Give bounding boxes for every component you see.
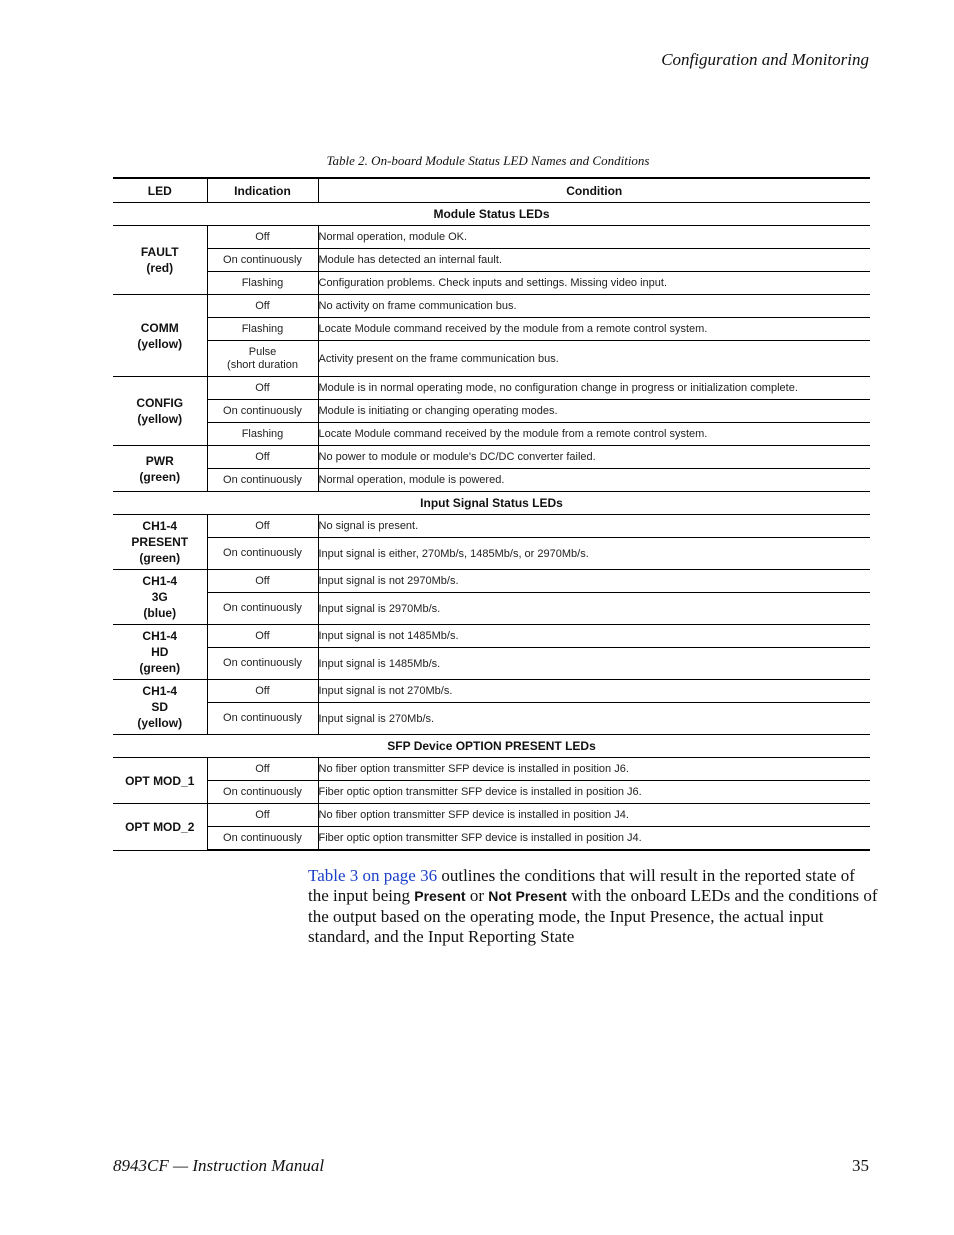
indication-cell: Off <box>207 377 318 400</box>
indication-cell: On continuously <box>207 249 318 272</box>
table-row <box>113 570 870 593</box>
indication-cell: On continuously <box>207 593 318 625</box>
present-term: Present <box>414 888 466 905</box>
indication-cell: On continuously <box>207 703 318 735</box>
indication-cell: On continuously <box>207 827 318 851</box>
section-row <box>113 203 870 226</box>
led-name-cell: FAULT (red) <box>113 226 207 295</box>
section-title: Input Signal Status LEDs <box>113 492 870 515</box>
table-row <box>113 703 870 735</box>
condition-cell: No fiber option transmitter SFP device is installed in position J6. <box>318 758 870 781</box>
table-header-row <box>113 178 870 203</box>
table-row <box>113 249 870 272</box>
table-row <box>113 400 870 423</box>
indication-cell: Flashing <box>207 272 318 295</box>
led-name-cell: COMM (yellow) <box>113 295 207 377</box>
condition-cell: Module is in normal operating mode, no configuration change in progress or initialization complete. <box>318 377 870 400</box>
table-caption: Table 2. On-board Module Status LED Names and Conditions <box>326 153 650 168</box>
condition-cell: Input signal is 1485Mb/s. <box>318 648 870 680</box>
led-status-table <box>113 177 870 851</box>
condition-cell: Module has detected an internal fault. <box>318 249 870 272</box>
led-name-cell: CONFIG (yellow) <box>113 377 207 446</box>
table-row <box>113 538 870 570</box>
table-row <box>113 295 870 318</box>
table-row <box>113 515 870 538</box>
not-present-term: Not Present <box>488 888 567 905</box>
condition-cell: No power to module or module's DC/DC converter failed. <box>318 446 870 469</box>
table-row <box>113 272 870 295</box>
body-text-2: or <box>465 886 489 906</box>
led-name-cell: PWR (green) <box>113 446 207 492</box>
table-row <box>113 226 870 249</box>
indication-cell: Flashing <box>207 318 318 341</box>
condition-cell: No signal is present. <box>318 515 870 538</box>
condition-cell: Configuration problems. Check inputs and settings. Missing video input. <box>318 272 870 295</box>
condition-cell: Input signal is not 2970Mb/s. <box>318 570 870 593</box>
condition-cell: No activity on frame communication bus. <box>318 295 870 318</box>
table-row <box>113 469 870 492</box>
footer-manual-title: 8943CF — Instruction Manual <box>113 1156 325 1175</box>
indication-cell: Off <box>207 758 318 781</box>
led-name-cell: OPT MOD_1 <box>113 758 207 804</box>
section-title: SFP Device OPTION PRESENT LEDs <box>113 735 870 758</box>
condition-cell: No fiber option transmitter SFP device is installed in position J4. <box>318 804 870 827</box>
table-body <box>113 203 870 851</box>
table-row <box>113 341 870 377</box>
column-header-led: LED <box>113 178 207 203</box>
table-row <box>113 680 870 703</box>
indication-cell: On continuously <box>207 781 318 804</box>
indication-cell: On continuously <box>207 469 318 492</box>
table-row <box>113 593 870 625</box>
table-row <box>113 804 870 827</box>
table-row <box>113 377 870 400</box>
column-header-indication: Indication <box>207 178 318 203</box>
indication-cell: On continuously <box>207 400 318 423</box>
led-name-cell: CH1-4 PRESENT (green) <box>113 515 207 570</box>
indication-cell: Flashing <box>207 423 318 446</box>
indication-cell: Off <box>207 570 318 593</box>
indication-cell: Off <box>207 804 318 827</box>
condition-cell: Locate Module command received by the module from a remote control system. <box>318 318 870 341</box>
indication-cell: Pulse (short duration <box>207 341 318 377</box>
indication-cell: Off <box>207 515 318 538</box>
indication-cell: Off <box>207 446 318 469</box>
indication-cell: Off <box>207 625 318 648</box>
footer-page-number: 35 <box>852 1156 869 1175</box>
condition-cell: Input signal is either, 270Mb/s, 1485Mb/s, or 2970Mb/s. <box>318 538 870 570</box>
indication-cell: Off <box>207 295 318 318</box>
table-row <box>113 758 870 781</box>
indication-cell: Off <box>207 226 318 249</box>
condition-cell: Activity present on the frame communication bus. <box>318 341 870 377</box>
condition-cell: Fiber optic option transmitter SFP device is installed in position J6. <box>318 781 870 804</box>
column-header-condition: Condition <box>318 178 870 203</box>
table-row <box>113 781 870 804</box>
table-row <box>113 827 870 851</box>
condition-cell: Input signal is 270Mb/s. <box>318 703 870 735</box>
indication-cell: Off <box>207 680 318 703</box>
led-name-cell: CH1-4 SD (yellow) <box>113 680 207 735</box>
led-name-cell: CH1-4 HD (green) <box>113 625 207 680</box>
led-name-cell: OPT MOD_2 <box>113 804 207 851</box>
body-text-1: outlines the conditions that will result in the reported state of the input being <box>308 866 855 906</box>
body-text-3: with the onboard LEDs and the conditions of the output based on the operating mode, the Input Presence, the actual input standard, and the Input Reporting State <box>308 886 878 946</box>
body-paragraph <box>308 866 878 947</box>
table-row <box>113 625 870 648</box>
indication-cell: On continuously <box>207 538 318 570</box>
section-row <box>113 735 870 758</box>
condition-cell: Input signal is 2970Mb/s. <box>318 593 870 625</box>
led-name-cell: CH1-4 3G (blue) <box>113 570 207 625</box>
section-title: Module Status LEDs <box>113 203 870 226</box>
condition-cell: Normal operation, module OK. <box>318 226 870 249</box>
condition-cell: Normal operation, module is powered. <box>318 469 870 492</box>
section-row <box>113 492 870 515</box>
table-row <box>113 318 870 341</box>
condition-cell: Locate Module command received by the module from a remote control system. <box>318 423 870 446</box>
condition-cell: Input signal is not 270Mb/s. <box>318 680 870 703</box>
table-row <box>113 648 870 680</box>
indication-cell: On continuously <box>207 648 318 680</box>
table-row <box>113 423 870 446</box>
table-row <box>113 446 870 469</box>
table-3-link[interactable]: Table 3 on page 36 <box>308 866 438 885</box>
condition-cell: Fiber optic option transmitter SFP device is installed in position J4. <box>318 827 870 851</box>
condition-cell: Module is initiating or changing operating modes. <box>318 400 870 423</box>
condition-cell: Input signal is not 1485Mb/s. <box>318 625 870 648</box>
running-header: Configuration and Monitoring <box>661 50 869 69</box>
